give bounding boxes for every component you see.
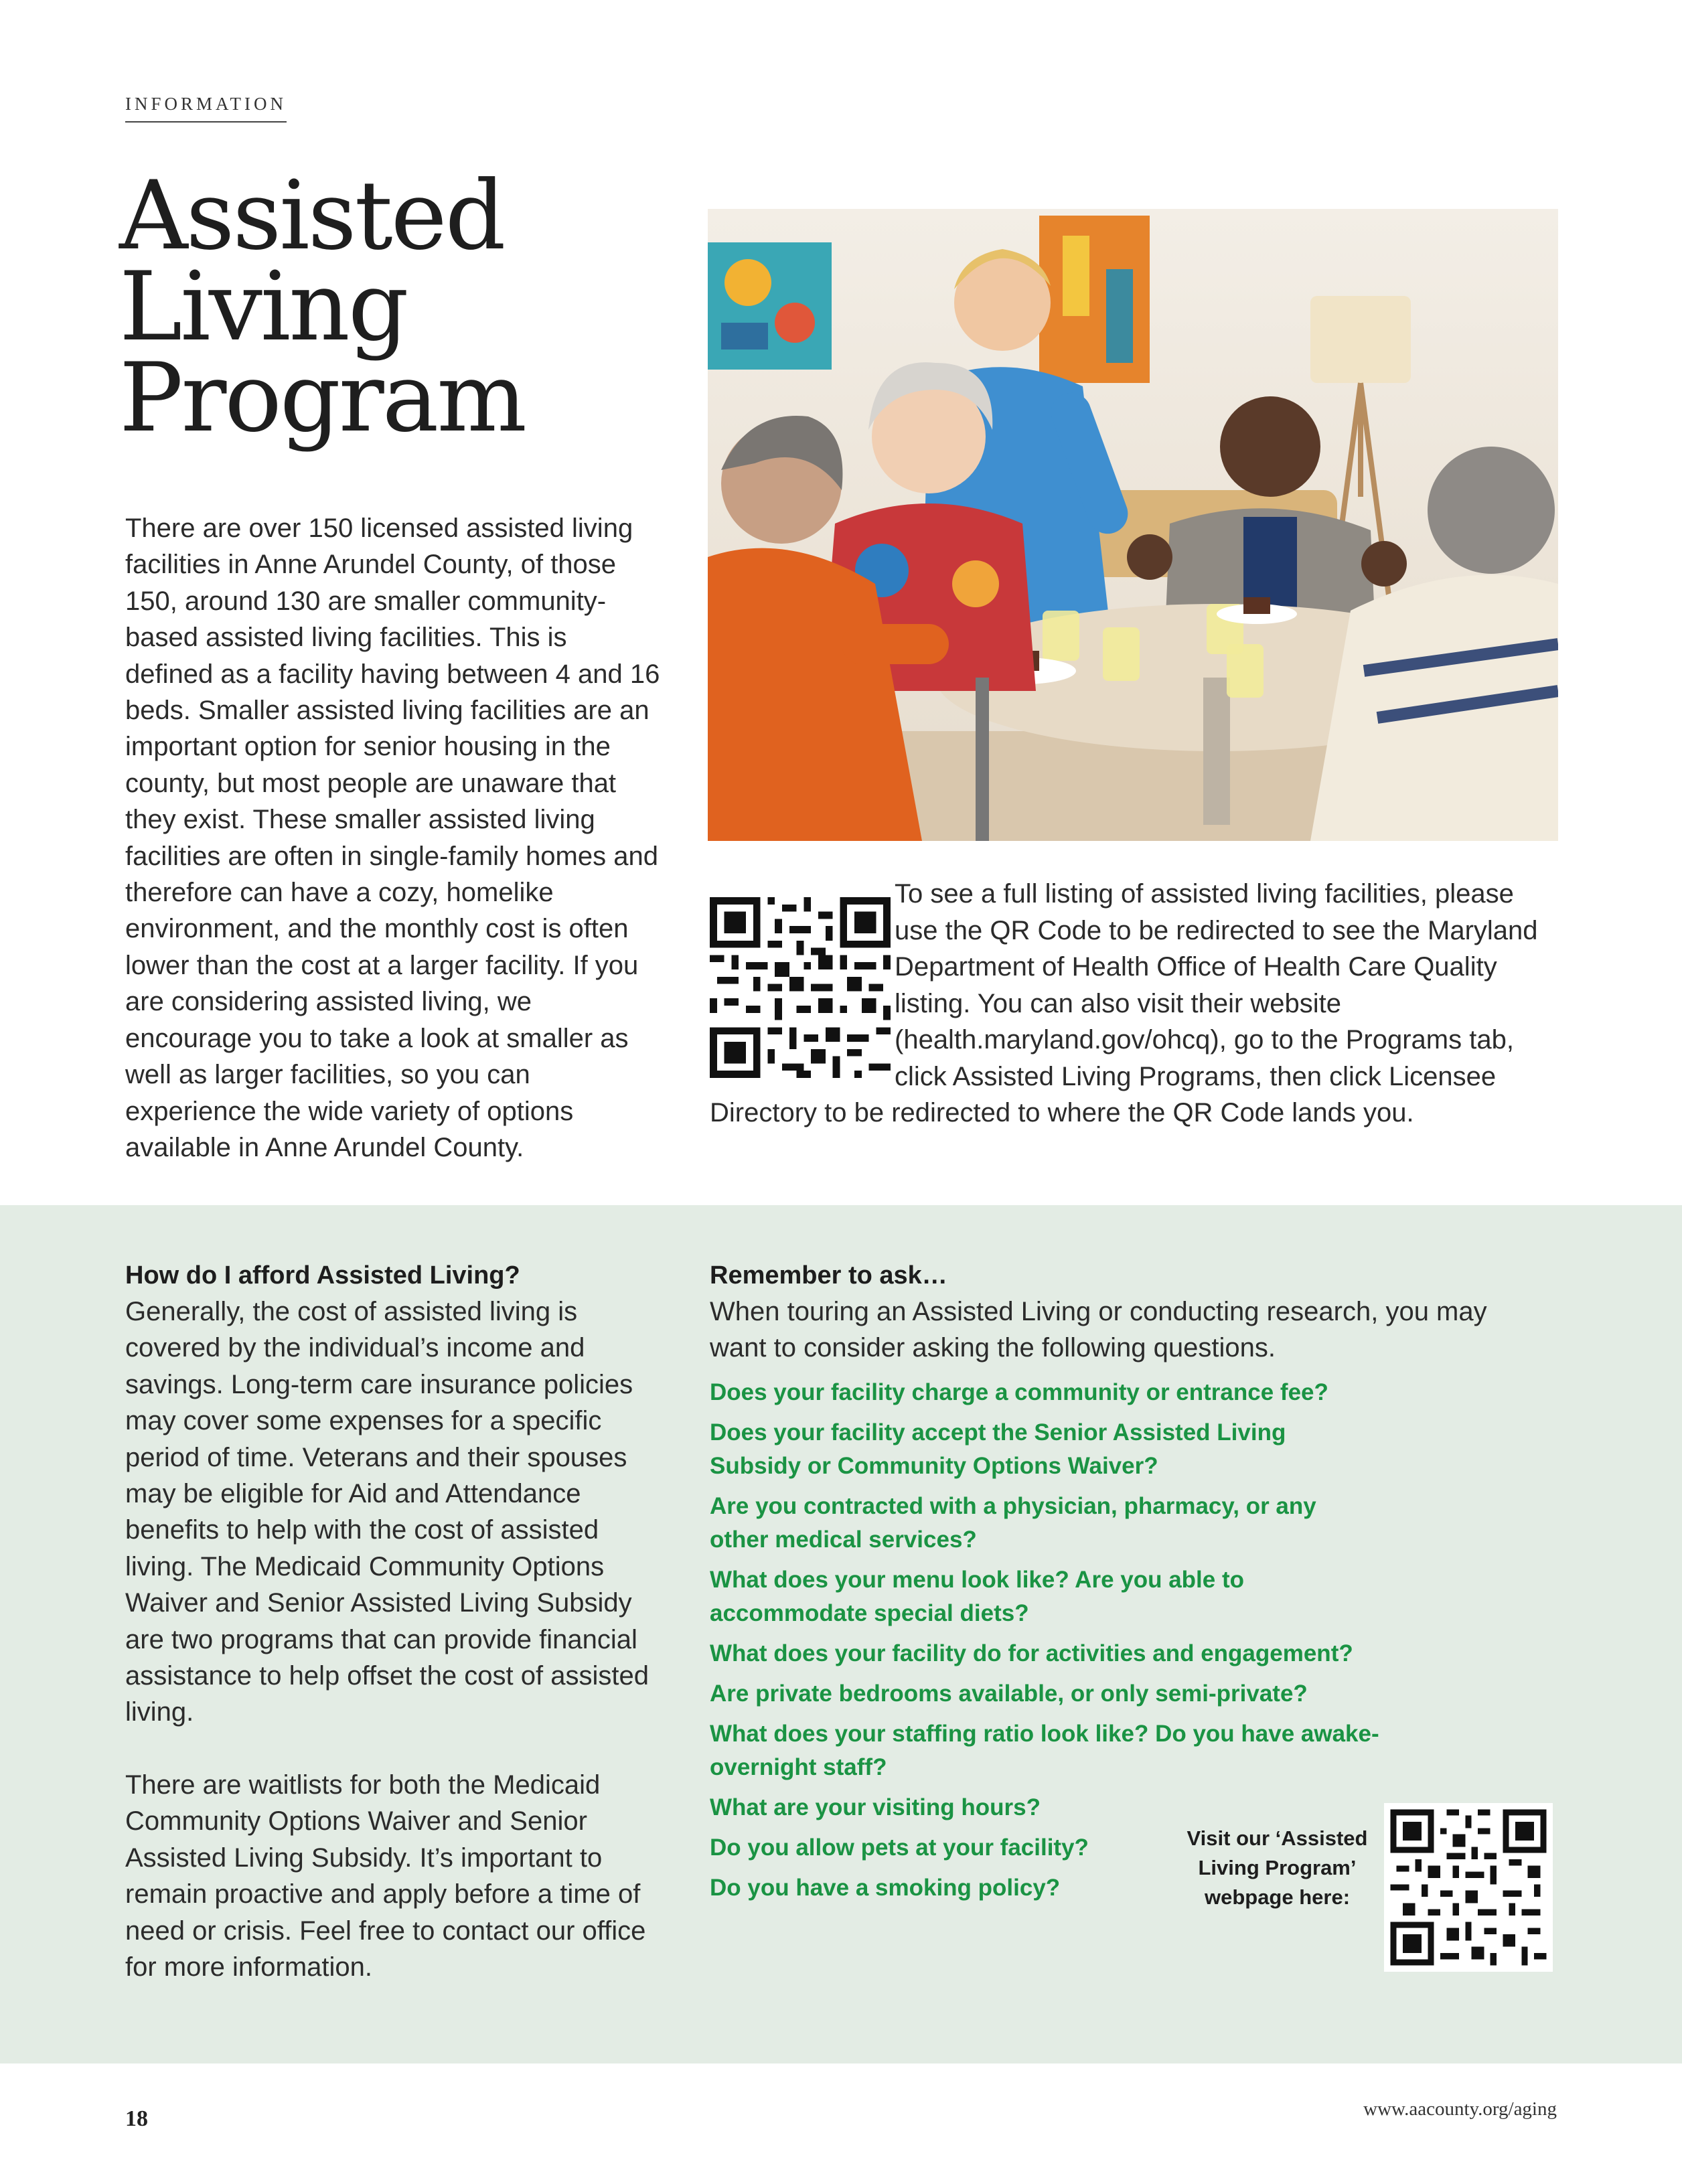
question-item: Does your facility charge a community or entrance fee? [710, 1379, 1328, 1405]
qr-code-icon [710, 897, 891, 1078]
afford-heading: How do I afford Assisted Living? [125, 1261, 520, 1290]
question-item: Does your facility accept the Senior Assisted Living Subsidy or Community Options Waiver? [710, 1419, 1286, 1479]
ask-intro: When touring an Assisted Living or conducting research, you may want to consider asking the following questions. [710, 1297, 1487, 1363]
question-item: What are your visiting hours? [710, 1794, 1041, 1820]
question-item: Are private bedrooms available, or only semi-private? [710, 1680, 1308, 1707]
visit-webpage-label: Visit our ‘Assisted Living Program’ webpage here: [1187, 1826, 1368, 1909]
photo-illustration [708, 209, 1558, 841]
intro-paragraph: There are over 150 licensed assisted living facilities in Anne Arundel County, of those 150, around 130 are smaller community-based assisted living facilities. This is defined as a facility having between 4 and 16 beds. Smaller assisted living facilities are an important option for senior housing in the county, but most people are unaware that they exist. These smaller assisted living facilities are often in single-family homes and therefore can have a cozy, homelike environment, and the monthly cost is often lower than the cost at a larger facility. If you are considering assisted living, we encourage you to take a look at smaller as well as larger facilities, so you can experience the wide variety of options available in Anne Arundel County. [125, 514, 660, 1162]
qr-code-icon [1384, 1803, 1553, 1972]
question-item: Are you contracted with a physician, pharmacy, or any other medical services? [710, 1492, 1316, 1553]
wall-painting-right [1039, 216, 1150, 383]
afford-paragraph-2: There are waitlists for both the Medicaid Community Options Waiver and Senior Assisted Living Subsidy. It’s important to remain proactive and apply before a time of need or crisis. Feel free to contact our office for more information. [125, 1770, 646, 1982]
ask-heading: Remember to ask… [710, 1261, 947, 1290]
page-title [119, 161, 526, 453]
title-line-2: Living [119, 252, 407, 362]
afford-paragraph-1: Generally, the cost of assisted living is covered by the individual’s income and savings. Long-term care insurance policies may cover some expenses for a specific period of time. Veterans and their spouses may be eligible for Aid and Attendance benefits to help with the cost of assisted living. The Medicaid Community Options Waiver and Senior Assisted Living Subsidy are two programs that can provide financial assistance to help offset the cost of assisted living. [125, 1297, 649, 1727]
wall-painting-left [708, 242, 832, 370]
program-webpage-qr-code[interactable] [1384, 1803, 1553, 1972]
qr-instructions [710, 876, 1547, 1132]
question-item: What does your menu look like? Are you able to accommodate special diets? [710, 1566, 1244, 1626]
question-item: Do you allow pets at your facility? [710, 1834, 1089, 1861]
afford-section [125, 1257, 661, 1985]
ohcq-qr-code[interactable] [710, 897, 891, 1078]
seniors-photo [708, 209, 1558, 841]
page-number: 18 [125, 2106, 148, 2131]
title-line-3: Program [119, 343, 526, 453]
question-item: What does your staffing ratio look like? Do you have awake-overnight staff? [710, 1720, 1379, 1780]
footer-url[interactable]: www.aacounty.org/aging [1363, 2098, 1557, 2120]
qr-instructions-text: To see a full listing of assisted living facilities, please use the QR Code to be redirected to see the Maryland Department of Health Office of Health Care Quality listing. You can also visit their website (health.maryland.gov/ohcq), go to the Programs tab, click Assisted Living Programs, then click Licensee Directory to be redirected to where the QR Code lands you. [710, 879, 1538, 1127]
question-item: What does your facility do for activities and engagement? [710, 1640, 1353, 1666]
question-item: Do you have a smoking policy? [710, 1874, 1061, 1901]
section-kicker: INFORMATION [125, 94, 287, 123]
title-line-1: Assisted [119, 161, 504, 271]
